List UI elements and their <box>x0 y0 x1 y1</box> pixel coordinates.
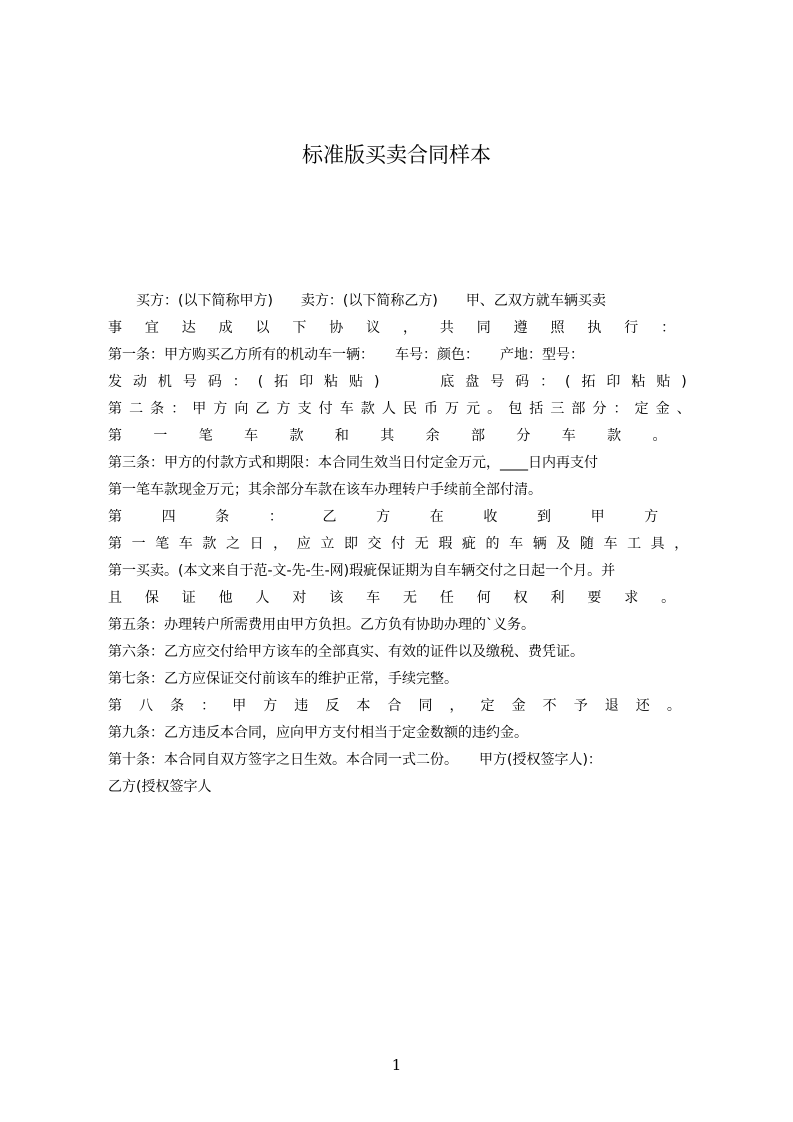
text-line-warranty: 第一买卖。(本文来自于范-文-先-生-网)瑕疵保证期为自车辆交付之日起一个月。并 <box>108 563 616 579</box>
text-line-guarantee: 且 保 证 他 人 对 该 车 无 任 何 权 利 要 求 。 <box>108 590 676 606</box>
text-line-article-2-cont: 第 一 笔 车 款 和 其 余 部 分 车 款 。 <box>108 428 667 444</box>
document-title: 标准版买卖合同样本 <box>302 143 491 167</box>
text-line-article-7: 第七条：乙方应保证交付前该车的维护正常，手续完整。 <box>108 671 458 687</box>
text-line-article-9: 第九条：乙方违反本合同，应向甲方支付相当于定金数额的违约金。 <box>108 725 528 741</box>
text-line-article-5: 第五条：办理转户所需费用由甲方负担。乙方负有协助办理的`义务。 <box>108 617 535 633</box>
text-line-article-1: 第一条：甲方购买乙方所有的机动车一辆： 车号：颜色： 产地：型号： <box>108 347 584 363</box>
text-line-agreement: 事 宜 达 成 以 下 协 议 ， 共 同 遵 照 执 行 ： <box>108 320 676 336</box>
text-line-article-3-cont: 第一笔车款现金万元；其余部分车款在该车办理转户手续前全部付清。 <box>108 482 542 498</box>
text-line-article-8: 第 八 条 ： 甲 方 违 反 本 合 同 ， 定 金 不 予 退 还 。 <box>108 698 681 714</box>
text-line-engine-chassis: 发 动 机 号 码 ： ( 拓 印 粘 贴 ) 底 盘 号 码 ： ( 拓 印 粘 贴 ) <box>108 374 687 390</box>
text-line-party-b-signature: 乙方(授权签字人 <box>108 779 212 795</box>
text-line-article-6: 第六条：乙方应交付给甲方该车的全部真实、有效的证件以及缴税、费凭证。 <box>108 644 584 660</box>
text-line-article-2: 第 二 条 ： 甲 方 向 乙 方 支 付 车 款 人 民 币 万 元 。 包 括 三 部 分 ： 定 金 、 <box>108 401 691 417</box>
text-line-article-4-cont: 第 一 笔 车 款 之 日 ， 应 立 即 交 付 无 瑕 疵 的 车 辆 及 随 车 工 具 ， <box>108 536 689 552</box>
text-line-article-3: 第三条：甲方的付款方式和期限：本合同生效当日付定金万元，____日内再支付 <box>108 455 598 471</box>
page-number: 1 <box>391 1056 402 1074</box>
text-line-article-10: 第十条：本合同自双方签字之日生效。本合同一式二份。 甲方(授权签字人)： <box>108 752 602 768</box>
text-line-buyer-seller: 买方：(以下简称甲方) 卖方：(以下简称乙方) 甲、乙双方就车辆买卖 <box>136 293 606 309</box>
text-line-article-4: 第 四 条 ： 乙 方 在 收 到 甲 方 <box>108 509 659 525</box>
